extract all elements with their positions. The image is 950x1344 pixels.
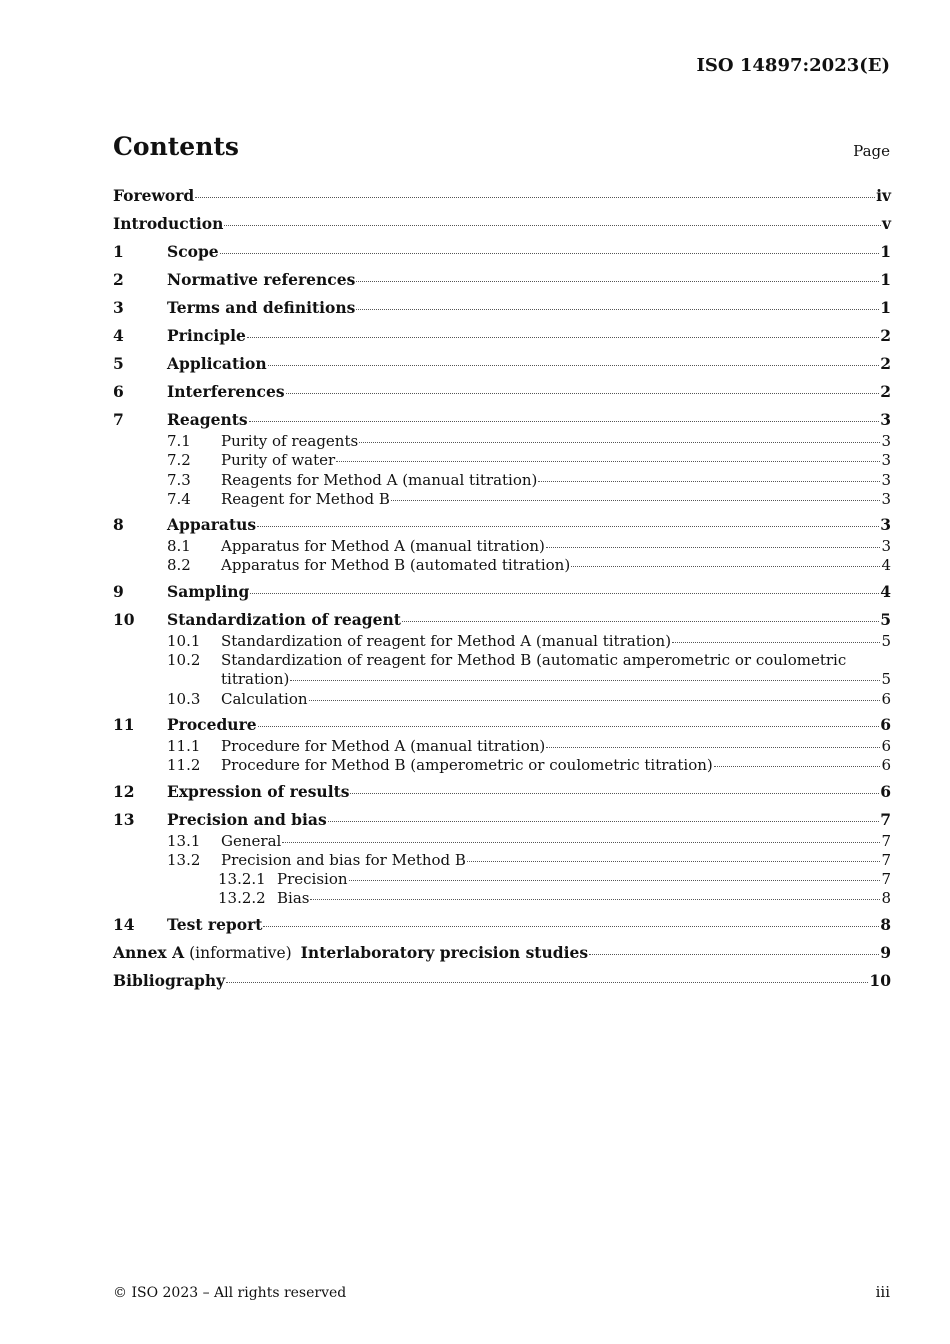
dot-leader [589,954,879,955]
toc-entry-test-report[interactable] [113,913,891,937]
dot-leader [263,926,879,927]
toc-clause-number: 13.2.1 [218,870,266,889]
toc-clause-number: 12 [113,781,135,801]
toc-clause-number: 8.1 [167,537,191,556]
dot-leader [538,481,880,482]
toc-page-number: 3 [881,470,891,489]
toc-clause-number: 14 [113,914,135,934]
toc-entry-expression-of-results[interactable] [113,780,891,804]
dot-leader [309,700,881,701]
toc-page-number: 2 [880,354,891,373]
toc-clause-number: 5 [113,354,124,373]
toc-subentry-8-2[interactable] [113,556,891,575]
toc-subentry-7-3[interactable] [113,471,891,490]
toc-page-number: 3 [881,489,891,508]
toc-entry-title: Precision and bias [167,809,327,829]
toc-entry-title: Calculation [221,689,308,708]
toc-entry-title: Principle [167,326,246,345]
toc-page-number: 3 [881,451,891,470]
toc-page-number: 2 [880,382,891,401]
toc-subentry-13-2-1[interactable] [113,870,891,889]
toc-clause-number: 13 [113,809,135,829]
toc-subentry-11-1[interactable] [113,737,891,756]
toc-entry-title: Standardization of reagent for Method A (manual titration) [221,631,672,650]
dot-leader [257,526,879,527]
toc-page-number: 3 [881,432,891,450]
dot-leader [349,880,881,881]
dot-leader [546,547,881,548]
dot-leader [391,500,881,501]
copyright-notice: © ISO 2023 – All rights reserved [113,1285,347,1301]
toc-entry-title: Reagents for Method A (manual titration) [221,470,538,489]
dot-leader [247,337,879,338]
page-column-label: Page [853,142,890,160]
toc-entry-title: Procedure for Method A (manual titration) [221,736,546,755]
toc-page-number: 7 [881,870,891,889]
toc-entry-foreword[interactable] [113,184,891,208]
toc-page-number: 8 [880,914,891,934]
toc-subentry-7-2[interactable] [113,451,891,470]
toc-page-number: 1 [880,242,891,261]
dot-leader [310,899,880,900]
toc-page-number: 3 [880,410,891,429]
toc-subentry-11-2[interactable] [113,756,891,775]
toc-page-number: 6 [880,781,891,801]
toc-entry-standardization[interactable] [113,608,891,632]
toc-entry-title: Standardization of reagent [167,609,401,629]
toc-entry-title: Bibliography [113,970,226,990]
toc-page-number: 5 [880,609,891,629]
toc-clause-number: 7 [113,410,124,429]
toc-clause-number: 10.3 [167,689,201,708]
toc-entry-scope[interactable] [113,240,891,264]
toc-entry-title: Purity of water [221,451,336,470]
toc-clause-number: 7.3 [167,470,191,489]
toc-entry-title: Reagents [167,410,248,429]
toc-entry-title: General [221,831,282,850]
toc-page-number: 4 [881,556,891,575]
toc-entry-title: Sampling [167,581,250,601]
dot-leader [467,861,881,862]
toc-entry-principle[interactable] [113,324,891,348]
toc-page-number: 4 [880,581,891,601]
toc-clause-number: 7.2 [167,451,191,470]
annex-qualifier: (informative) [189,943,292,962]
toc-entry-title: Expression of results [167,781,350,801]
toc-page-number: 1 [880,298,891,317]
dot-leader [359,442,880,443]
toc-subentry-13-1[interactable] [113,832,891,851]
annex-label: Annex A [113,942,185,962]
toc-entry-title-line1: Standardization of reagent for Method B (automatic amperometric or coulometric [221,651,847,670]
toc-entry-title-wrapped [221,651,891,690]
toc-clause-number: 9 [113,581,124,601]
toc-clause-number: 1 [113,242,124,261]
toc-page-number: 1 [880,270,891,289]
toc-page-number: 6 [881,756,891,775]
toc-page-number: 7 [881,831,891,850]
dot-leader [226,982,868,983]
toc-clause-number: 7.1 [167,432,191,450]
toc-page-number: 8 [881,889,891,908]
toc-entry-annex-a[interactable] [113,941,891,965]
toc-entry-title: Procedure for Method B (amperometric or coulometric titration) [221,756,713,775]
toc-clause-number: 13.2.2 [218,889,266,908]
dot-leader [258,726,880,727]
toc-subentry-8-1[interactable] [113,537,891,556]
toc-page-number: 5 [881,670,891,689]
toc-clause-number: 10.1 [167,631,201,650]
toc-entry-normative-references[interactable] [113,268,891,292]
toc-subentry-13-2-2[interactable] [113,889,891,908]
dot-leader [286,393,880,394]
toc-clause-number: 8.2 [167,556,191,575]
dot-leader [268,365,880,366]
toc-clause-number: 3 [113,298,124,317]
toc-page-number: 6 [881,689,891,708]
toc-entry-title: Normative references [167,270,356,289]
toc-clause-number: 4 [113,326,124,345]
toc-clause-number: 11 [113,714,135,734]
toc-entry-title: Precision and bias for Method B [221,850,466,869]
toc-entry-title: Apparatus for Method A (manual titration) [221,537,545,556]
table-of-contents [113,184,891,993]
toc-entry-title: Application [167,354,267,373]
toc-subentry-7-4[interactable] [113,490,891,509]
toc-page-number: v [881,214,891,233]
toc-clause-number: 11.2 [167,756,201,775]
toc-entry-precision-and-bias[interactable] [113,808,891,832]
toc-page-number: 9 [880,942,891,962]
dot-leader [249,421,880,422]
dot-leader [356,281,879,282]
toc-page-number: 2 [880,326,891,345]
toc-subentry-10-1[interactable] [113,632,891,651]
toc-clause-number: 13.2 [167,850,201,869]
toc-entry-sampling[interactable] [113,580,891,604]
toc-entry-procedure[interactable] [113,713,891,737]
toc-entry-reagents[interactable] [113,408,891,432]
toc-entry-title: Test report [167,914,263,934]
toc-page-number: 3 [881,537,891,556]
dot-leader [220,253,880,254]
dot-leader [356,309,879,310]
dot-leader [290,680,880,681]
toc-entry-introduction[interactable] [113,212,891,236]
dot-leader [672,642,880,643]
toc-clause-number: 2 [113,270,124,289]
toc-page-number: 6 [880,714,891,734]
toc-clause-number: 10.2 [167,651,201,670]
toc-entry-title-line2-row [221,670,891,689]
toc-entry-title: Procedure [167,714,257,734]
toc-entry-title: Reagent for Method B [221,489,390,508]
toc-page-number: 10 [869,970,891,990]
dot-leader [402,621,879,622]
toc-page-number: 3 [880,515,891,535]
dot-leader [224,225,881,226]
toc-entry-title: Apparatus for Method B (automated titration) [221,556,571,575]
toc-page-number: iv [876,186,891,205]
toc-clause-number: 11.1 [167,736,201,755]
toc-entry-title: Introduction [113,214,224,233]
dot-leader [350,793,879,794]
toc-entry-title: Foreword [113,186,195,205]
toc-entry-title: Apparatus [167,515,257,535]
toc-entry-title: Precision [277,870,348,889]
dot-leader [195,197,875,198]
document-id: ISO 14897:2023(E) [696,55,890,76]
dot-leader [714,766,881,767]
toc-subentry-13-2[interactable] [113,851,891,870]
toc-subentry-10-2[interactable] [113,651,891,690]
toc-entry-terms-and-definitions[interactable] [113,296,891,320]
dot-leader [282,842,880,843]
toc-page-number: 6 [881,736,891,755]
toc-entry-apparatus[interactable] [113,513,891,537]
toc-clause-number: 6 [113,382,124,401]
dot-leader [336,461,880,462]
page-number: iii [875,1283,890,1301]
page-title: Contents [113,132,240,161]
dot-leader [546,747,880,748]
toc-entry-title: Scope [167,242,219,261]
dot-leader [571,566,880,567]
toc-page-number: 5 [881,631,891,650]
toc-subentry-7-1[interactable] [113,432,891,451]
toc-subentry-10-3[interactable] [113,690,891,709]
dot-leader [328,821,880,822]
toc-entry-title: Purity of reagents [221,432,359,450]
toc-entry-title: Terms and definitions [167,298,356,317]
toc-page-number: 7 [881,850,891,869]
toc-entry-title-line2: titration) [221,670,290,689]
toc-clause-number: 8 [113,515,124,535]
toc-clause-number: 7.4 [167,489,191,508]
toc-entry-application[interactable] [113,352,891,376]
toc-page-number: 7 [880,809,891,829]
toc-entry-title: Bias [277,889,310,908]
toc-entry-interferences[interactable] [113,380,891,404]
dot-leader [250,593,879,594]
toc-clause-number: 10 [113,609,135,629]
toc-entry-bibliography[interactable] [113,969,891,993]
toc-entry-title: Interlaboratory precision studies [300,942,589,962]
toc-clause-number: 13.1 [167,831,201,850]
toc-entry-title: Interferences [167,382,285,401]
